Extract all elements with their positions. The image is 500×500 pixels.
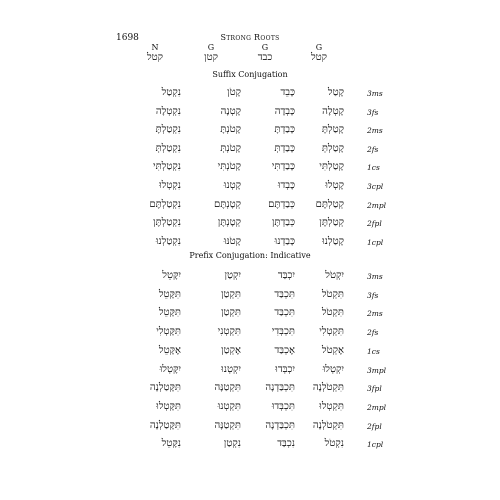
form-cell-niphal: נִקְטַלְתִּי xyxy=(152,161,181,173)
pgn-label: 2fs xyxy=(367,144,379,154)
form-cell-qal-kbd: כָּבַדְתָּ xyxy=(274,124,295,136)
form-cell-qal-qtl: קָטַלְנוּ xyxy=(322,235,344,247)
form-cell-qal-kbd: אֶכְבַּד xyxy=(274,344,295,356)
form-cell-niphal: תִּקָּטַלְנָה xyxy=(149,382,181,394)
form-cell-qal-kbd: יִכְבְּדוּ xyxy=(275,363,295,375)
form-cell-qal-qtn: תִּקְטַן xyxy=(220,307,241,319)
form-cell-qal-qtn: קְטָנְתֶּם xyxy=(214,198,241,210)
form-cell-qal-qtl: קָטַלְתָּ xyxy=(321,124,344,136)
form-cell-qal-qtn: קָטֹנְתְּ xyxy=(220,142,241,154)
root-qal-kbd: כבד xyxy=(257,52,273,63)
form-cell-qal-qtl: קָטַלְתְּ xyxy=(321,142,344,154)
form-cell-niphal: נִקְטַלְתֶּם xyxy=(149,198,181,210)
pgn-label: 2fpl xyxy=(367,219,382,229)
form-cell-qal-qtl: יִקְטֹל xyxy=(325,270,344,281)
form-cell-qal-qtn: קָטֹן xyxy=(227,87,241,98)
form-cell-qal-kbd: כָּבְדָה xyxy=(274,105,295,117)
form-cell-qal-qtn: קָטֹנּוּ xyxy=(223,235,241,247)
form-cell-qal-qtl: תִּקְטֹל xyxy=(321,307,344,319)
pgn-label: 2mpl xyxy=(367,402,387,412)
form-cell-qal-qtn: נִקְטַן xyxy=(223,438,241,450)
form-cell-qal-kbd: תִּכְבַּד xyxy=(274,307,295,319)
pgn-label: 1cpl xyxy=(367,440,384,450)
form-cell-niphal: נִקָּטֵל xyxy=(161,438,181,450)
form-cell-niphal: נִקְטְלָה xyxy=(155,105,181,117)
form-cell-qal-qtn: תִּקְטַנָּה xyxy=(214,419,241,431)
pgn-label: 3ms xyxy=(367,272,383,281)
form-cell-qal-kbd: תִּכְבְּדוּ xyxy=(271,400,295,412)
form-cell-qal-kbd: כָּבַדְתִּי xyxy=(271,161,295,173)
form-cell-niphal: יִקָּטֵל xyxy=(162,270,181,281)
root-qal-qtl: קטל xyxy=(310,52,328,63)
root-qal-qtn: קטן xyxy=(204,52,218,63)
form-cell-qal-kbd: כָּבֵד xyxy=(280,87,295,98)
stem-label-g3: G xyxy=(315,43,323,52)
form-cell-niphal: תִּקָּטְלוּ xyxy=(156,400,181,412)
form-cell-qal-qtn: קָטְנוּ xyxy=(223,180,241,191)
form-cell-qal-kbd: נִכְבַּד xyxy=(277,438,295,450)
form-cell-niphal: נִקְטְלוּ xyxy=(159,180,181,191)
pgn-label: 2ms xyxy=(367,126,383,136)
pgn-label: 1cpl xyxy=(367,237,384,247)
form-cell-qal-qtn: יִקְטְנוּ xyxy=(221,363,241,375)
page-number: 1698 xyxy=(116,33,139,43)
form-cell-qal-qtl: תִּקְטְלִי xyxy=(319,326,344,338)
form-cell-qal-qtl: יִקְטְלוּ xyxy=(322,363,344,375)
pgn-label: 2mpl xyxy=(367,200,387,210)
form-cell-qal-kbd: כָּבְדוּ xyxy=(277,180,295,191)
form-cell-niphal: נִקְטַלְנוּ xyxy=(155,235,181,247)
form-cell-qal-kbd: תִּכְבְּדִי xyxy=(271,326,295,338)
stem-label-n: N xyxy=(151,43,159,52)
form-cell-qal-kbd: תִּכְבַּדְנָה xyxy=(265,382,295,394)
form-cell-qal-qtl: קָטַלְתִּי xyxy=(319,161,344,173)
form-cell-qal-qtn: קָטֹנְתָּ xyxy=(220,124,241,136)
form-cell-niphal: אֶקָּטֵל xyxy=(158,344,181,356)
form-cell-niphal: יִקָּטְלוּ xyxy=(159,363,181,375)
form-cell-qal-qtl: קָטַל xyxy=(327,87,344,98)
pgn-label: 1cs xyxy=(367,346,380,356)
form-cell-qal-qtl: תִּקְטֹלְנָה xyxy=(312,382,344,394)
form-cell-qal-kbd: יִכְבַּד xyxy=(277,270,295,281)
form-cell-qal-kbd: כָּבַדְתְּ xyxy=(274,142,295,154)
form-cell-qal-kbd: תִּכְבַּדְנָה xyxy=(265,419,295,431)
form-cell-qal-qtn: תִּקְטְנִי xyxy=(217,326,241,338)
form-cell-qal-kbd: כָּבַדְנוּ xyxy=(274,235,295,247)
form-cell-qal-qtl: קָטְלָה xyxy=(322,105,344,117)
stem-label-g1: G xyxy=(207,43,215,52)
form-cell-qal-qtl: תִּקְטֹל xyxy=(321,288,344,300)
form-cell-qal-qtn: קְטָנְתֶּן xyxy=(217,217,241,229)
running-head: Strong Roots xyxy=(220,33,280,42)
form-cell-qal-qtn: יִקְטַן xyxy=(224,270,241,281)
pgn-label: 2fs xyxy=(367,328,379,338)
pgn-label: 3ms xyxy=(367,89,383,98)
pgn-label: 2ms xyxy=(367,309,383,319)
form-cell-niphal: תִּקָּטֵל xyxy=(158,288,181,300)
form-cell-qal-qtl: קְטַלְתֶּם xyxy=(315,198,344,210)
form-cell-qal-qtl: קָטְלוּ xyxy=(325,180,344,191)
form-cell-qal-qtn: קָטֹנְתִּי xyxy=(217,161,241,173)
form-cell-niphal: תִּקָּטַלְנָה xyxy=(149,419,181,431)
form-cell-qal-qtl: נִקְטֹל xyxy=(324,438,344,450)
pgn-label: 3fpl xyxy=(367,384,382,394)
form-cell-qal-qtn: תִּקְטַן xyxy=(220,288,241,300)
pgn-label: 3cpl xyxy=(367,182,384,191)
pgn-label: 1cs xyxy=(367,163,380,173)
form-cell-qal-kbd: כְּבַדְתֶּם xyxy=(268,198,295,210)
form-cell-qal-qtl: תִּקְטְלוּ xyxy=(319,400,344,412)
form-cell-niphal: נִקְטַל xyxy=(161,87,181,98)
section-title: Suffix Conjugation xyxy=(212,70,288,79)
form-cell-qal-kbd: כְּבַדְתֶּן xyxy=(271,217,295,229)
form-cell-niphal: תִּקָּטֵל xyxy=(158,307,181,319)
section-title: Prefix Conjugation: Indicative xyxy=(189,251,311,260)
form-cell-qal-qtl: תִּקְטֹלְנָה xyxy=(312,419,344,431)
form-cell-niphal: נִקְטַלְתָּ xyxy=(155,124,181,136)
form-cell-qal-qtn: קָטְנָה xyxy=(220,105,241,117)
pgn-label: 3mpl xyxy=(367,365,387,375)
form-cell-niphal: נִקְטַלְתֶּן xyxy=(153,217,181,229)
form-cell-niphal: תִּקָּטְלִי xyxy=(156,326,181,338)
form-cell-niphal: נִקְטַלְתְּ xyxy=(155,142,181,154)
stem-label-g2: G xyxy=(261,43,269,52)
pgn-label: 3fs xyxy=(367,290,379,300)
form-cell-qal-qtl: אֶקְטֹל xyxy=(321,344,344,356)
form-cell-qal-qtn: תִּקְטַנָּה xyxy=(214,382,241,394)
pgn-label: 2fpl xyxy=(367,421,382,431)
pgn-label: 3fs xyxy=(367,107,379,117)
form-cell-qal-qtn: אֶקְטַן xyxy=(221,344,241,356)
root-niphal-qtl: קטל xyxy=(146,52,164,63)
form-cell-qal-qtn: תִּקְטְנוּ xyxy=(217,400,241,412)
form-cell-qal-qtl: קְטַלְתֶּן xyxy=(319,217,344,229)
form-cell-qal-kbd: תִּכְבַּד xyxy=(274,288,295,300)
